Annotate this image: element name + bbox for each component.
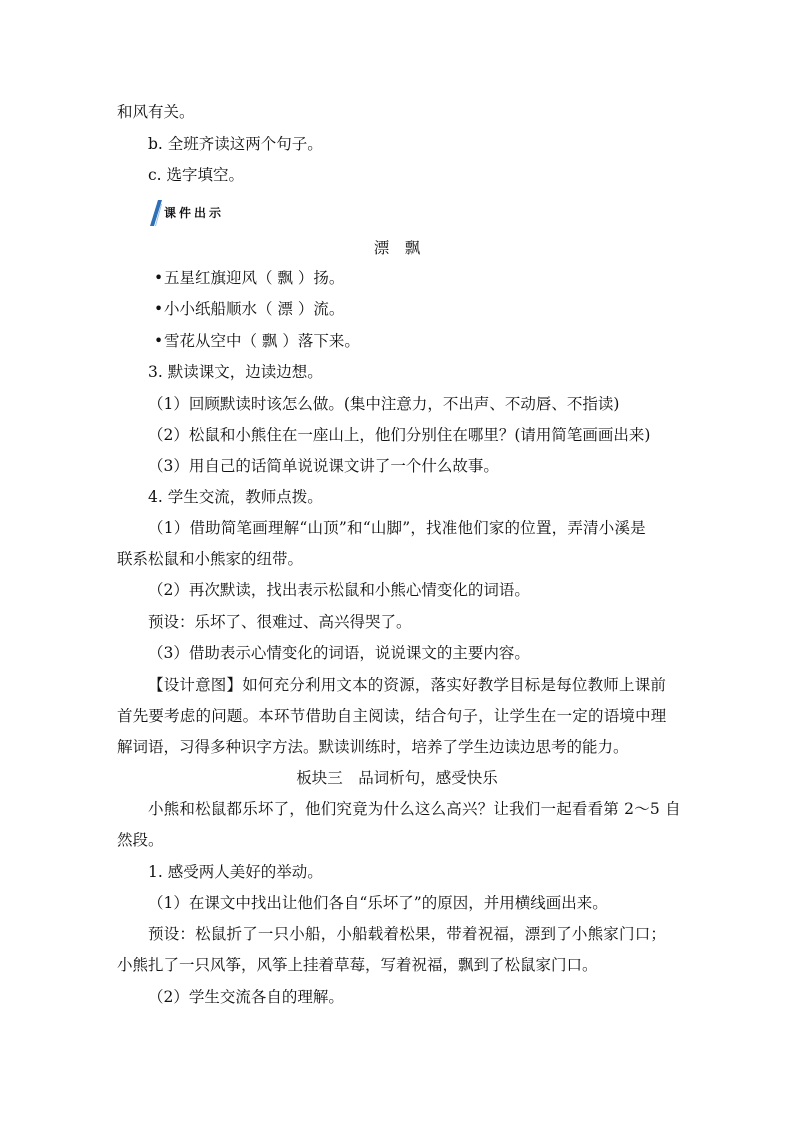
text-line: 3. 默读课文，边读边想。 bbox=[148, 363, 323, 381]
section-heading: 板块三 品词析句，感受快乐 bbox=[296, 769, 498, 787]
text-line: 然段。 bbox=[117, 831, 164, 849]
word-pair-heading: 漂 飘 bbox=[373, 239, 421, 257]
text-line: 小熊扎了一只风筝，风筝上挂着草莓，写着祝福，飘到了松鼠家门口。 bbox=[117, 956, 598, 974]
text-line: 【设计意图】如何充分利用文本的资源，落实好教学目标是每位教师上课前 bbox=[148, 676, 667, 694]
text-line: 解词语，习得多种识字方法。默读训练时，培养了学生边读边思考的能力。 bbox=[117, 738, 629, 756]
text-line: 预设：松鼠折了一只小船，小船载着松果，带着祝福，漂到了小熊家门口； bbox=[148, 925, 667, 943]
slash-decoration-icon bbox=[150, 200, 162, 226]
text-line: 首先要考虑的问题。本环节借助自主阅读，结合句子，让学生在一定的语境中理 bbox=[117, 707, 667, 725]
courseware-badge bbox=[150, 200, 260, 226]
text-line: （1）借助简笔画理解“山顶”和“山脚”，找准他们家的位置，弄清小溪是 bbox=[148, 519, 646, 537]
text-line: c. 选字填空。 bbox=[148, 166, 245, 184]
text-line: 小熊和松鼠都乐坏了，他们究竟为什么这么高兴？让我们一起看看第 2～5 自 bbox=[148, 800, 681, 818]
badge-label: 课件出示 bbox=[164, 206, 225, 220]
text-line: 预设：乐坏了、很难过、高兴得哭了。 bbox=[148, 613, 412, 631]
text-line: b. 全班齐读这两个句子。 bbox=[148, 135, 323, 153]
list-item bbox=[154, 299, 344, 319]
text-line: （1）回顾默读时该怎么做。(集中注意力，不出声、不动唇、不指读) bbox=[148, 395, 620, 413]
text-line: 1. 感受两人美好的举动。 bbox=[148, 863, 323, 881]
bullet-icon: • bbox=[154, 332, 164, 350]
text-line: （1）在课文中找出让他们各自“乐坏了”的原因，并用横线画出来。 bbox=[148, 894, 608, 912]
list-item bbox=[154, 331, 360, 351]
text-line: （2）学生交流各自的理解。 bbox=[148, 988, 344, 1006]
text-line: 4. 学生交流，教师点拨。 bbox=[148, 488, 323, 506]
text-line: 联系松鼠和小熊家的纽带。 bbox=[117, 550, 304, 568]
text-line: 和风有关。 bbox=[117, 103, 195, 121]
bullet-icon: • bbox=[154, 269, 164, 287]
list-item-text: 五星红旗迎风（ 飘 ）扬。 bbox=[164, 269, 345, 287]
bullet-icon: • bbox=[154, 300, 164, 318]
text-line: （3）用自己的话简单说说课文讲了一个什么故事。 bbox=[148, 457, 499, 475]
text-line: （3）借助表示心情变化的词语，说说课文的主要内容。 bbox=[148, 644, 530, 662]
text-line: （2）再次默读，找出表示松鼠和小熊心情变化的词语。 bbox=[148, 581, 530, 599]
list-item bbox=[154, 268, 344, 288]
text-line: （2）松鼠和小熊住在一座山上，他们分别住在哪里？(请用简笔画画出来) bbox=[148, 426, 651, 444]
list-item-text: 雪花从空中（ 飘 ）落下来。 bbox=[164, 332, 360, 350]
list-item-text: 小小纸船顺水（ 漂 ）流。 bbox=[164, 300, 345, 318]
